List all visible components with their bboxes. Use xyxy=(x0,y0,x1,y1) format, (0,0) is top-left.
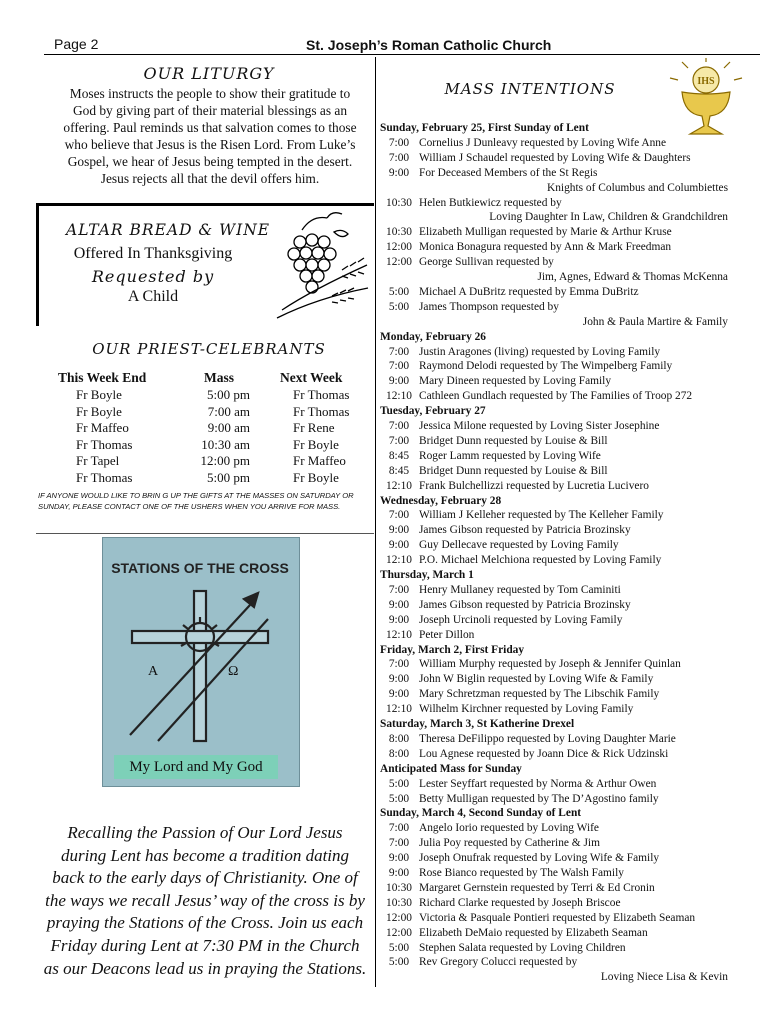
intention-row xyxy=(380,821,760,836)
intention-text: Margaret Gernstein requested by Terri & Ed Cronin xyxy=(419,881,655,894)
intention-text: Sunday, March 4, Second Sunday of Lent xyxy=(380,807,582,820)
liturgy-text xyxy=(44,85,376,187)
omega-symbol: Ω xyxy=(228,664,239,679)
intention-time: 9:00 xyxy=(388,375,410,388)
intention-row xyxy=(380,270,760,285)
intention-time: 5:00 xyxy=(388,956,410,969)
intention-row xyxy=(380,345,760,360)
intention-day-heading xyxy=(380,330,760,345)
intention-row xyxy=(380,359,760,374)
intention-text: William J Schaudel requested by Loving Wife & Daughters xyxy=(419,151,691,164)
col-header-mass: Mass xyxy=(204,370,234,385)
recall-line: Friday during Lent at 7:30 PM in the Church xyxy=(50,935,360,955)
chalice-label: IHS xyxy=(697,76,715,87)
intention-text: William Murphy requested by Joseph & Jennifer Quinlan xyxy=(419,658,681,671)
intention-text: Cathleen Gundlach requested by The Families of Troop 272 xyxy=(419,390,693,403)
intention-time: 5:00 xyxy=(388,792,410,805)
intention-time: 9:00 xyxy=(388,539,410,552)
intention-text: Lou Agnese requested by Joann Dice & Rick Udzinski xyxy=(419,747,669,760)
intention-time: 9:00 xyxy=(388,867,410,879)
intention-row xyxy=(380,702,760,717)
intention-row xyxy=(380,434,760,449)
col-header-this-week: This Week End xyxy=(58,370,147,385)
intention-text: Raymond Delodi requested by The Wimpelberg Family xyxy=(419,360,673,373)
intention-row xyxy=(380,687,760,702)
intention-row xyxy=(380,181,760,196)
ushers-note: IF ANYONE WOULD LIKE TO BRIN G UP THE GIFTS AT THE MASSES ON SATURDAY OR SUNDAY, PLEASE CONTACT ONE OF THE USHERS WHEN YOU ARRIVE FOR MASS. xyxy=(38,491,354,511)
intention-row xyxy=(380,151,760,166)
intention-row xyxy=(380,955,760,970)
intention-text: James Gibson requested by Patricia Brozinsky xyxy=(419,598,631,611)
intention-text: John W Biglin requested by Loving Wife & Family xyxy=(419,673,654,686)
intention-row xyxy=(380,926,760,941)
intention-time: 9:00 xyxy=(388,673,410,686)
priest-name: Fr Thomas xyxy=(76,469,133,485)
intention-text: Justin Aragones (living) requested by Loving Family xyxy=(419,345,661,358)
intention-text: Julia Poy requested by Catherine & Jim xyxy=(419,837,600,850)
intention-text: Richard Clarke requested by Joseph Briscoe xyxy=(419,896,621,909)
intention-row xyxy=(380,866,760,881)
intention-text: Lester Seyffart requested by Norma & Arthur Owen xyxy=(419,777,657,790)
intention-row xyxy=(380,523,760,538)
intention-time: 12:10 xyxy=(386,390,412,403)
intention-text: Jim, Agnes, Edward & Thomas McKenna xyxy=(537,271,728,283)
intention-text: Helen Butkiewicz requested by xyxy=(419,196,562,209)
intention-time: 7:00 xyxy=(388,583,410,596)
header-rule xyxy=(44,54,760,55)
intention-text: Stephen Salata requested by Loving Children xyxy=(419,941,626,954)
intention-row xyxy=(380,583,760,598)
altar-requested: Requested by xyxy=(91,267,215,286)
intention-row xyxy=(380,628,760,643)
intention-text: James Thompson requested by xyxy=(419,300,559,313)
intention-day-heading xyxy=(380,806,760,821)
intention-time: 5:00 xyxy=(388,941,410,954)
intention-time: 8:45 xyxy=(388,449,410,462)
intention-time: 12:00 xyxy=(386,241,412,254)
recall-line: praying the Stations of the Cross. Join us each xyxy=(46,913,364,933)
intention-time: 7:00 xyxy=(388,420,410,432)
intention-text: Wilhelm Kirchner requested by Loving Family xyxy=(419,703,634,716)
intention-text: Bridget Dunn requested by Louise & Bill xyxy=(419,464,608,477)
liturgy-line: Gospel, we hear of Jesus being tempted in the desert. xyxy=(67,154,353,169)
mass-intentions-title: MASS INTENTIONS xyxy=(444,80,616,98)
intention-row xyxy=(380,836,760,851)
intention-text: P.O. Michael Melchiona requested by Loving Family xyxy=(419,554,662,567)
intention-text: Tuesday, February 27 xyxy=(380,405,486,418)
intention-time: 10:30 xyxy=(386,196,412,209)
intention-row xyxy=(380,225,760,240)
intention-row xyxy=(380,970,760,985)
intention-time: 7:00 xyxy=(388,151,410,164)
intention-time: 5:00 xyxy=(388,300,410,313)
intention-text: Elizabeth DeMaio requested by Elizabeth Seaman xyxy=(419,926,648,939)
intention-day-heading xyxy=(380,568,760,583)
altar-title: ALTAR BREAD & WINE xyxy=(66,221,271,239)
recall-line: Recalling the Passion of Our Lord Jesus xyxy=(67,823,343,842)
priest-name: Fr Boyle xyxy=(76,387,122,402)
intention-row xyxy=(380,300,760,315)
intention-row xyxy=(380,657,760,672)
intention-text: Henry Mullaney requested by Tom Caminiti xyxy=(419,583,621,596)
intention-time: 9:00 xyxy=(388,852,410,865)
intention-row xyxy=(380,315,760,330)
priest-name: Fr Thomas xyxy=(293,403,350,419)
recall-line: the ways we recall Jesus’ way of the cross is by xyxy=(45,890,365,910)
intention-row xyxy=(380,881,760,896)
intention-row xyxy=(380,419,760,434)
intention-row xyxy=(380,196,760,211)
intention-text: For Deceased Members of the St Regis xyxy=(419,166,598,179)
intention-day-heading xyxy=(380,717,760,732)
intention-day-heading xyxy=(380,643,760,658)
grapes-wheat-icon xyxy=(272,210,370,320)
priest-name: Fr Rene xyxy=(293,420,335,435)
intention-day-heading xyxy=(380,404,760,419)
mass-time: 10:30 am xyxy=(201,436,250,452)
church-name: St. Joseph’s Roman Catholic Church xyxy=(306,37,552,53)
intention-row xyxy=(380,210,760,225)
priest-name: Fr Thomas xyxy=(76,436,133,452)
intention-text: Loving Daughter In Law, Children & Grandchildren xyxy=(489,211,728,224)
intention-text: Peter Dillon xyxy=(419,628,475,641)
intention-row xyxy=(380,389,760,404)
liturgy-line: Moses instructs the people to show their gratitude to xyxy=(69,86,351,101)
intention-text: Joseph Urcinoli requested by Loving Family xyxy=(419,613,623,626)
intention-row xyxy=(380,747,760,762)
page-header xyxy=(44,36,760,54)
intention-time: 7:00 xyxy=(388,658,410,671)
intention-text: Roger Lamm requested by Loving Wife xyxy=(419,449,601,462)
intention-row xyxy=(380,240,760,255)
intention-text: James Gibson requested by Patricia Brozinsky xyxy=(419,524,631,537)
intention-row xyxy=(380,777,760,792)
intention-row xyxy=(380,896,760,911)
intention-row xyxy=(380,792,760,807)
intention-time: 9:00 xyxy=(388,688,410,701)
priest-name: Fr Thomas xyxy=(293,387,350,402)
intention-time: 7:00 xyxy=(388,434,410,447)
intention-day-heading xyxy=(380,121,760,136)
intention-row xyxy=(380,374,760,389)
intention-row xyxy=(380,553,760,568)
intention-time: 12:10 xyxy=(386,703,412,716)
intention-text: Angelo Iorio requested by Loving Wife xyxy=(419,822,599,835)
mass-time-column xyxy=(190,387,250,486)
altar-offered: Offered In Thanksgiving xyxy=(73,245,233,262)
intention-text: Loving Niece Lisa & Kevin xyxy=(600,971,728,984)
intention-row xyxy=(380,538,760,553)
intention-row xyxy=(380,598,760,613)
intention-row xyxy=(380,911,760,926)
next-week-column xyxy=(293,387,349,486)
intention-time: 9:00 xyxy=(388,524,410,537)
intention-time: 8:00 xyxy=(388,732,410,745)
recall-text xyxy=(34,822,376,980)
recall-line: back to the early days of Christianity. One of xyxy=(52,868,358,888)
priest-name: Fr Maffeo xyxy=(76,420,129,435)
intention-time: 12:10 xyxy=(386,554,412,567)
intention-row xyxy=(380,508,760,523)
liturgy-line: offering. Paul reminds us that salvation comes to those xyxy=(63,120,357,135)
priest-title: OUR PRIEST-CELEBRANTS xyxy=(92,340,326,358)
intention-row xyxy=(380,732,760,747)
liturgy-line: Jesus rejects all that the devil offers him. xyxy=(100,171,320,186)
intention-row xyxy=(380,941,760,956)
page-number: Page 2 xyxy=(54,36,99,52)
intention-time: 7:00 xyxy=(388,509,410,522)
priest-name: Fr Boyle xyxy=(293,436,339,452)
mass-time: 9:00 am xyxy=(207,420,250,435)
mass-time: 5:00 pm xyxy=(207,469,250,485)
intention-text: Sunday, February 25, First Sunday of Lent xyxy=(380,122,589,134)
intention-time: 7:00 xyxy=(388,345,410,358)
intention-time: 10:30 xyxy=(386,881,412,894)
priest-name: Fr Boyle xyxy=(76,403,122,419)
altar-requester: A Child xyxy=(127,288,179,305)
cross-icon xyxy=(118,585,282,750)
intention-text: Guy Dellecave requested by Loving Family xyxy=(419,539,619,552)
intention-text: Anticipated Mass for Sunday xyxy=(380,762,522,775)
col-header-next-week: Next Week xyxy=(280,370,343,385)
intention-time: 10:30 xyxy=(386,896,412,909)
intention-text: Monica Bonagura requested by Ann & Mark Freedman xyxy=(419,241,672,254)
intention-day-heading xyxy=(380,494,760,509)
intention-text: Theresa DeFilippo requested by Loving Daughter Marie xyxy=(419,732,676,745)
intention-row xyxy=(380,672,760,687)
intention-row xyxy=(380,479,760,494)
intention-time: 7:00 xyxy=(388,136,410,149)
alpha-symbol: Α xyxy=(148,664,159,679)
intention-time: 9:00 xyxy=(388,598,410,611)
intention-text: George Sullivan requested by xyxy=(419,256,554,269)
intention-row xyxy=(380,166,760,181)
intention-text: Knights of Columbus and Columbiettes xyxy=(547,181,728,194)
intention-time: 8:00 xyxy=(388,747,410,760)
intention-text: Friday, March 2, First Friday xyxy=(380,643,525,656)
recall-line: as our Deacons lead us in praying the Stations. xyxy=(43,958,367,978)
intention-row xyxy=(380,449,760,464)
intention-row xyxy=(380,613,760,628)
note-divider xyxy=(36,533,374,534)
intention-time: 9:00 xyxy=(388,613,410,626)
intention-time: 12:00 xyxy=(386,911,412,924)
intention-time: 7:00 xyxy=(388,360,410,373)
intention-text: William J Kelleher requested by The Kelleher Family xyxy=(419,509,664,522)
intention-text: Victoria & Pasquale Pontieri requested by Elizabeth Seaman xyxy=(419,911,696,924)
intention-text: Betty Mulligan requested by The D’Agostino family xyxy=(419,792,659,805)
intention-text: Cornelius J Dunleavy requested by Loving Wife Anne xyxy=(419,136,667,149)
mass-time: 7:00 am xyxy=(207,403,250,419)
intention-text: Rose Bianco requested by The Walsh Family xyxy=(419,867,624,879)
intention-text: Rev Gregory Colucci requested by xyxy=(419,956,578,969)
intention-time: 12:10 xyxy=(386,628,412,641)
intention-text: Mary Schretzman requested by The Libschik Family xyxy=(419,688,660,701)
liturgy-line: God by giving part of their material blessings as an xyxy=(72,103,348,118)
mass-time: 5:00 pm xyxy=(207,387,250,402)
priest-name: Fr Boyle xyxy=(293,469,339,485)
this-week-column xyxy=(76,387,132,486)
intention-text: Thursday, March 1 xyxy=(380,569,474,581)
intention-text: Elizabeth Mulligan requested by Marie & Arthur Kruse xyxy=(419,226,672,239)
intention-time: 5:00 xyxy=(388,285,410,298)
intention-row xyxy=(380,255,760,270)
stations-caption: My Lord and My God xyxy=(114,755,278,779)
intention-text: Michael A DuBritz requested by Emma DuBritz xyxy=(419,285,639,298)
intention-row xyxy=(380,285,760,300)
intention-text: Jessica Milone requested by Loving Sister Josephine xyxy=(419,420,660,432)
intention-time: 12:10 xyxy=(386,479,412,492)
intention-time: 7:00 xyxy=(388,837,410,850)
priest-name: Fr Maffeo xyxy=(293,453,346,468)
intention-text: Monday, February 26 xyxy=(380,330,486,343)
intention-day-heading xyxy=(380,762,760,777)
intention-text: Mary Dineen requested by Loving Family xyxy=(419,375,612,388)
intention-row xyxy=(380,136,760,151)
intention-text: Joseph Onufrak requested by Loving Wife & Family xyxy=(419,852,660,865)
intention-time: 8:45 xyxy=(388,464,410,477)
liturgy-title: OUR LITURGY xyxy=(143,64,275,83)
intention-text: John & Paula Martire & Family xyxy=(582,315,728,328)
intention-time: 9:00 xyxy=(388,166,410,179)
intention-time: 12:00 xyxy=(386,926,412,939)
intention-row xyxy=(380,851,760,866)
intention-text: Bridget Dunn requested by Louise & Bill xyxy=(419,434,608,447)
stations-title: STATIONS OF THE CROSS xyxy=(111,560,289,576)
intention-time: 7:00 xyxy=(388,822,410,835)
liturgy-line: who believe that Jesus is the Risen Lord. From Luke’s xyxy=(64,137,356,152)
intention-text: Wednesday, February 28 xyxy=(380,494,502,507)
intention-row xyxy=(380,464,760,479)
priest-name: Fr Tapel xyxy=(76,453,120,468)
intention-text: Frank Bulchellizzi requested by Lucretia Lucivero xyxy=(419,479,649,492)
intention-time: 10:30 xyxy=(386,226,412,239)
intention-time: 5:00 xyxy=(388,777,410,790)
mass-time: 12:00 pm xyxy=(200,453,250,468)
intention-time: 12:00 xyxy=(386,256,412,269)
intention-text: Saturday, March 3, St Katherine Drexel xyxy=(380,718,575,730)
recall-line: during Lent has become a tradition dating xyxy=(60,845,350,865)
